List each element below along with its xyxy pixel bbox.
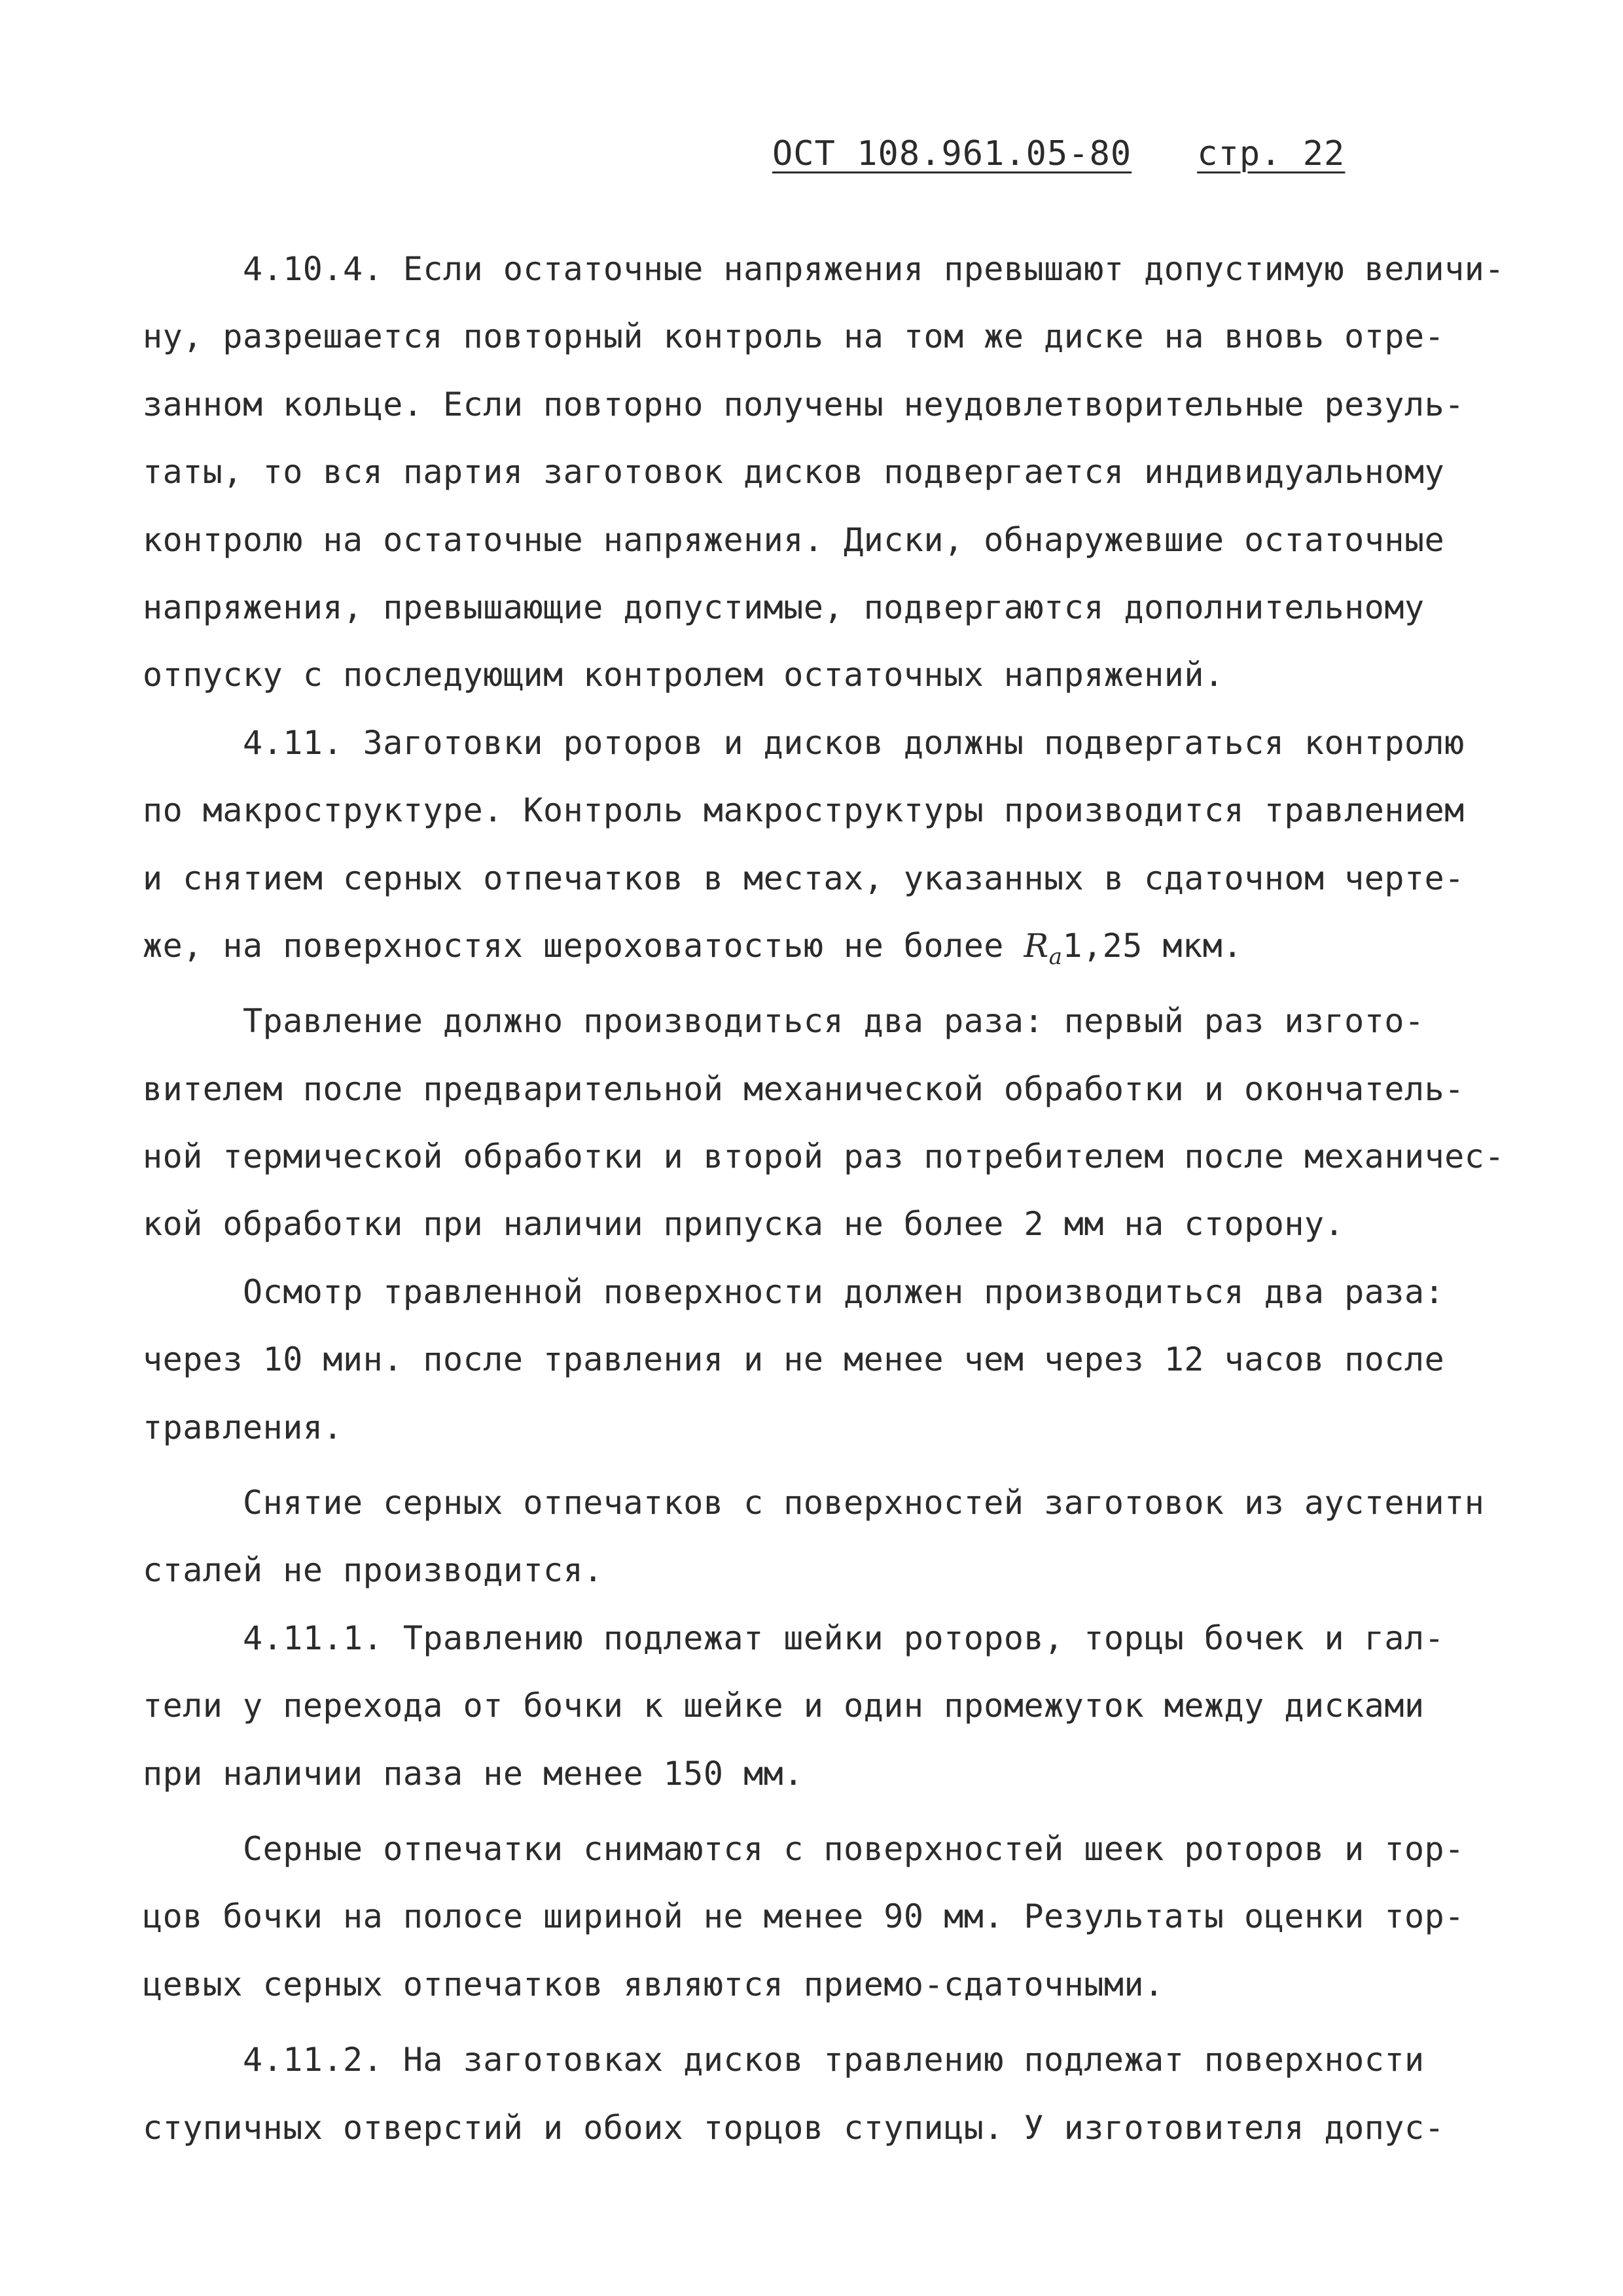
text-line: ступичных отверстий и обоих торцов ступицы. У изготовителя допус- bbox=[143, 2108, 1445, 2147]
text-line: напряжения, превышающие допустимые, подвергаются дополнительному bbox=[143, 588, 1425, 626]
document-body bbox=[143, 236, 1569, 2162]
text-line: через 10 мин. после травления и не менее чем через 12 часов после bbox=[143, 1340, 1445, 1379]
text-line: тели у перехода от бочки к шейке и один промежуток между дисками bbox=[143, 1687, 1425, 1725]
text-line: ной термической обработки и второй раз потребителем после механичес- bbox=[143, 1138, 1505, 1176]
text-line: ну, разрешается повторный контроль на том же диске на вновь отре- bbox=[143, 317, 1445, 356]
text-fragment: же, на поверхностях шероховатостью не более bbox=[143, 926, 1004, 965]
text-line: 4.11.2. На заготовках дисков травлению подлежат поверхности bbox=[243, 2041, 1425, 2079]
text-line: 4.11.1. Травлению подлежат шейки роторов, торцы бочек и гал- bbox=[243, 1619, 1445, 1657]
text-line: кой обработки при наличии припуска не более 2 мм на сторону. bbox=[143, 1205, 1345, 1244]
roughness-value: 1,25 мкм. bbox=[1062, 926, 1243, 965]
text-line: Серные отпечатки снимаются с поверхностей шеек роторов и тор- bbox=[243, 1829, 1465, 1868]
text-line: отпуску с последующим контролем остаточных напряжений. bbox=[143, 656, 1224, 694]
text-line: и снятием серных отпечатков в местах, указанных в сдаточном черте- bbox=[143, 859, 1465, 897]
text-line: занном кольце. Если повторно получены неудовлетворительные резуль- bbox=[143, 385, 1465, 423]
text-line: травления. bbox=[143, 1408, 344, 1446]
text-line: Травление должно производиться два раза: первый раз изгото- bbox=[243, 1002, 1425, 1041]
text-line: таты, то вся партия заготовок дисков подвергается индивидуальному bbox=[143, 453, 1445, 492]
text-line: цов бочки на полосе шириной не менее 90 мм. Результаты оценки тор- bbox=[143, 1897, 1465, 1936]
text-line: 4.11. Заготовки роторов и дисков должны подвергаться контролю bbox=[243, 723, 1465, 762]
page-header bbox=[772, 134, 1345, 173]
text-line: контролю на остаточные напряжения. Диски, обнаружевшие остаточные bbox=[143, 520, 1445, 559]
document-code: ОСТ 108.961.05-80 bbox=[772, 134, 1132, 173]
text-line: при наличии паза не менее 150 мм. bbox=[143, 1754, 804, 1793]
text-line: цевых серных отпечатков являются приемо-сдаточными. bbox=[143, 1965, 1164, 2003]
roughness-symbol: $R_a$ bbox=[1024, 926, 1063, 970]
text-line: сталей не производится. bbox=[143, 1551, 603, 1590]
text-line: по макроструктуре. Контроль макроструктуры производится травлением bbox=[143, 791, 1465, 830]
text-line: 4.10.4. Если остаточные напряжения превышают допустимую величи- bbox=[243, 250, 1505, 288]
page-number: стр. 22 bbox=[1197, 134, 1346, 173]
text-line: Снятие серных отпечатков с поверхностей заготовок из аустенитн bbox=[243, 1484, 1485, 1522]
text-line-roughness bbox=[143, 912, 1569, 980]
text-line: Осмотр травленной поверхности должен производиться два раза: bbox=[243, 1272, 1445, 1311]
text-line: вителем после предварительной механической обработки и окончатель- bbox=[143, 1069, 1465, 1108]
